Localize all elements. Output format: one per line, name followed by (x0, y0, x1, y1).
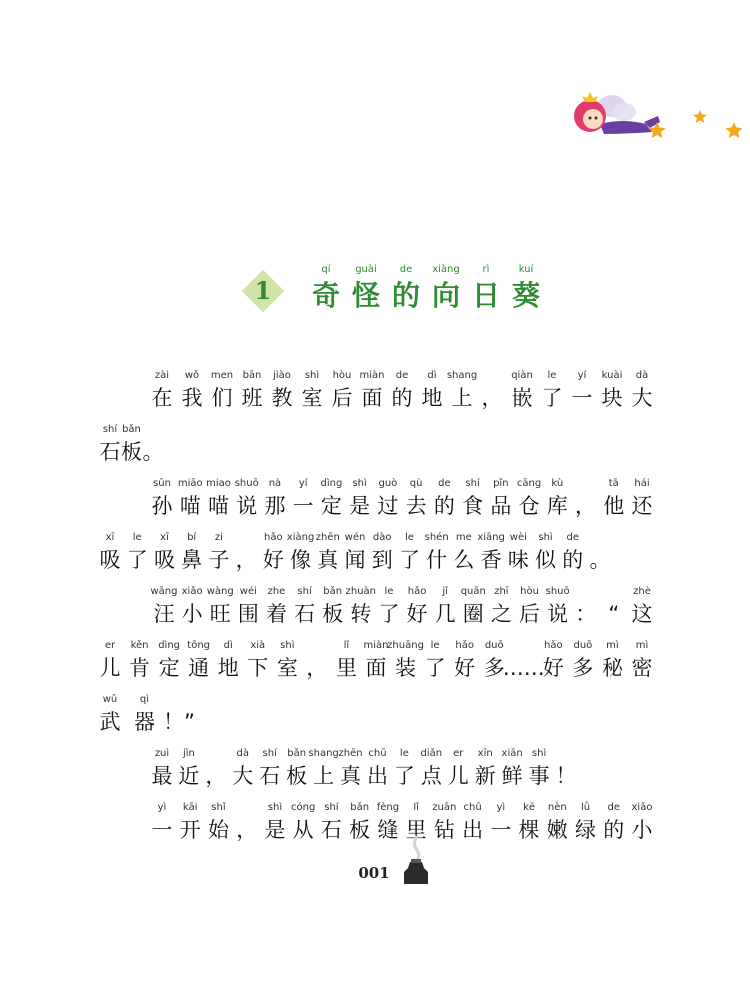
pinyin: quān (460, 586, 486, 597)
hanzi: 定 (158, 656, 180, 680)
text-line (0, 422, 750, 466)
hanzi: 石 (99, 440, 121, 464)
pinyin: xī (160, 532, 169, 543)
chapter-number-badge (244, 272, 282, 310)
pinyin: wǒ (184, 370, 200, 381)
hanzi: 好 (262, 548, 284, 572)
hanzi: 说 (236, 494, 258, 518)
title-hanzi: 奇 (311, 279, 340, 312)
pinyin: jìn (182, 748, 195, 759)
hanzi: 。 (142, 440, 164, 464)
pinyin: shuō (234, 478, 259, 489)
hanzi: 事 (528, 764, 550, 788)
pinyin: de (566, 532, 580, 543)
hanzi: 密 (631, 656, 653, 680)
pinyin: shí (324, 802, 339, 813)
hanzi: …… (502, 656, 545, 680)
hanzi: 像 (290, 548, 312, 572)
text-line (0, 800, 750, 844)
pinyin: lǜ (580, 802, 591, 813)
hanzi: 食 (462, 494, 484, 518)
pinyin: sūn (153, 478, 171, 489)
title-char (466, 262, 506, 314)
text-line (0, 476, 750, 520)
pinyin: le (430, 640, 440, 651)
pinyin: kuài (601, 370, 623, 381)
pinyin: hǎo (264, 532, 283, 543)
pinyin: le (399, 748, 409, 759)
pinyin: kē (523, 802, 536, 813)
pinyin: zi (214, 532, 223, 543)
title-hanzi: 葵 (511, 279, 540, 312)
char-with-pinyin (612, 638, 672, 682)
hanzi: ， (205, 764, 227, 788)
pinyin: tōng (187, 640, 211, 651)
pinyin: bǎn (122, 424, 141, 435)
pinyin: yì (496, 802, 506, 813)
hanzi: 肯 (129, 656, 151, 680)
pinyin: nèn (547, 802, 567, 813)
hanzi: 嵌 (511, 386, 533, 410)
pinyin: shén (424, 532, 449, 543)
pinyin: lǐ (413, 802, 419, 813)
fairy-illustration (560, 88, 750, 158)
hanzi: 板 (286, 764, 308, 788)
pinyin: duō (573, 640, 593, 651)
title-pinyin: de (399, 264, 413, 275)
hanzi: 通 (188, 656, 210, 680)
hanzi: 室 (301, 386, 323, 410)
hanzi: 转 (350, 602, 372, 626)
hanzi: 闻 (344, 548, 366, 572)
pinyin: zhēn (315, 532, 340, 543)
hanzi: 之 (490, 602, 512, 626)
pinyin: shí (102, 424, 118, 435)
hanzi: ， (236, 818, 258, 842)
hanzi: 多 (572, 656, 594, 680)
title-pinyin: rì (482, 264, 490, 275)
pinyin: xiàng (286, 532, 315, 543)
hanzi: 孙 (151, 494, 173, 518)
pinyin: zuān (432, 802, 457, 813)
pinyin: tā (608, 478, 619, 489)
hanzi: 班 (241, 386, 263, 410)
pinyin: miàn (359, 370, 385, 381)
punctuation (123, 422, 183, 466)
hanzi: 的 (433, 494, 455, 518)
hanzi: 里 (405, 818, 427, 842)
pinyin: zhī (494, 586, 509, 597)
pinyin: shì (352, 478, 367, 489)
char-with-pinyin (612, 800, 672, 844)
title-hanzi: 的 (391, 279, 420, 312)
pinyin: nà (268, 478, 282, 489)
pinyin: me (455, 532, 472, 543)
hanzi: ， (481, 386, 503, 410)
pinyin: qiàn (511, 370, 533, 381)
hanzi: 近 (178, 764, 200, 788)
hanzi: 教 (271, 386, 293, 410)
hanzi: 的 (391, 386, 413, 410)
hanzi: 喵 (179, 494, 201, 518)
pinyin: chū (368, 748, 387, 759)
pinyin: jiào (273, 370, 291, 381)
text-line (0, 530, 750, 574)
title-hanzi: 日 (471, 279, 500, 312)
hanzi: 几 (434, 602, 456, 626)
pinyin: miao (206, 478, 231, 489)
hanzi: 小 (181, 602, 203, 626)
hanzi: 新 (474, 764, 496, 788)
pinyin: cóng (291, 802, 316, 813)
pinyin: zhe (267, 586, 286, 597)
hanzi: 一 (571, 386, 593, 410)
pinyin: xī (105, 532, 115, 543)
pinyin: xiǎo (181, 586, 203, 597)
pinyin: men (210, 370, 234, 381)
hanzi: 大 (232, 764, 254, 788)
hanzi: 说 (547, 602, 569, 626)
hanzi: 了 (424, 656, 446, 680)
title-hanzi: 向 (431, 279, 460, 312)
fairy-wing (612, 103, 636, 121)
pinyin: mì (606, 640, 619, 651)
pinyin: shì (538, 532, 553, 543)
hanzi: 过 (377, 494, 399, 518)
hanzi: ！” (163, 710, 195, 734)
hanzi: 后 (331, 386, 353, 410)
hanzi: 一 (151, 818, 173, 842)
pinyin: shì (304, 370, 320, 381)
pinyin: xiān (501, 748, 523, 759)
title-char (506, 262, 546, 314)
pinyin: de (607, 802, 620, 813)
pinyin: duō (484, 640, 504, 651)
hanzi: 点 (420, 764, 442, 788)
hanzi: 什 (426, 548, 448, 572)
hanzi: ！ (555, 764, 577, 788)
hanzi: 了 (398, 548, 420, 572)
text-line (0, 368, 750, 412)
hanzi: 多 (483, 656, 505, 680)
pinyin: shang (446, 370, 478, 381)
pinyin: pǐn (493, 478, 509, 489)
hanzi: 绿 (575, 818, 597, 842)
hanzi: 是 (349, 494, 371, 518)
pinyin: guò (378, 478, 398, 489)
title-char (426, 262, 466, 314)
pinyin: hái (634, 478, 650, 489)
hanzi: 面 (361, 386, 383, 410)
hanzi: 上 (451, 386, 473, 410)
punctuation (570, 530, 630, 574)
pinyin: mì (635, 640, 649, 651)
pinyin: shang (308, 748, 339, 759)
pinyin: er (104, 640, 116, 651)
pinyin: kěn (130, 640, 149, 651)
pinyin: le (132, 532, 142, 543)
pinyin: dì (223, 640, 233, 651)
page-number: 001 (358, 864, 390, 882)
pinyin: dào (372, 532, 392, 543)
hanzi: 好 (454, 656, 476, 680)
pinyin: qì (139, 694, 150, 705)
chapter-number: 1 (254, 276, 272, 305)
hanzi: 库 (546, 494, 568, 518)
hanzi: 钻 (433, 818, 455, 842)
hanzi: 始 (207, 818, 229, 842)
pinyin: de (438, 478, 451, 489)
hanzi: 的 (562, 548, 584, 572)
pinyin: bān (242, 370, 262, 381)
pinyin: cāng (516, 478, 542, 489)
pinyin: zhuāng (387, 640, 424, 651)
pinyin: dì (427, 370, 437, 381)
pinyin: de (395, 370, 409, 381)
hanzi: 子 (208, 548, 230, 572)
pinyin: miàn (363, 640, 389, 651)
hanzi: 喵 (207, 494, 229, 518)
hanzi: 是 (264, 818, 286, 842)
ink-pot-icon (400, 832, 432, 888)
hanzi: 还 (631, 494, 653, 518)
hanzi: 们 (211, 386, 233, 410)
text-line (0, 638, 750, 682)
title-hanzi: 怪 (351, 279, 380, 312)
text-line (0, 692, 750, 736)
hanzi: 这 (631, 602, 653, 626)
pinyin: zài (154, 370, 170, 381)
pinyin: shí (297, 586, 312, 597)
hanzi: 里 (335, 656, 357, 680)
pinyin: dìng (320, 478, 343, 489)
pinyin: hǎo (407, 586, 427, 597)
hanzi: 他 (603, 494, 625, 518)
hanzi: 味 (507, 548, 529, 572)
hanzi: 似 (535, 548, 557, 572)
text-line (0, 584, 750, 628)
hanzi: 香 (480, 548, 502, 572)
pinyin: dà (236, 748, 250, 759)
pinyin: kāi (182, 802, 198, 813)
hanzi: 那 (264, 494, 286, 518)
fairy-body (600, 121, 652, 134)
pinyin: zhuàn (345, 586, 376, 597)
pinyin: miāo (177, 478, 203, 489)
pinyin: shí (262, 748, 277, 759)
pinyin: xīn (477, 748, 493, 759)
star-icon (693, 110, 707, 123)
hanzi: 圈 (462, 602, 484, 626)
pinyin: hòu (520, 586, 539, 597)
hanzi: 秘 (601, 656, 623, 680)
pinyin: dìng (158, 640, 181, 651)
pinyin: bǎn (350, 802, 370, 813)
pinyin: wèi (509, 532, 527, 543)
hanzi: 在 (151, 386, 173, 410)
hanzi: 石 (259, 764, 281, 788)
hanzi: 好 (542, 656, 564, 680)
hanzi: 开 (179, 818, 201, 842)
star-icon (726, 122, 743, 138)
hanzi: 后 (519, 602, 541, 626)
pinyin: lǐ (343, 640, 350, 651)
hanzi: 从 (292, 818, 314, 842)
hanzi: 石 (294, 602, 316, 626)
pinyin: chū (463, 802, 482, 813)
hanzi: 出 (366, 764, 388, 788)
hanzi: 上 (313, 764, 335, 788)
title-char (306, 262, 346, 314)
hanzi: 真 (317, 548, 339, 572)
hanzi: 嫩 (546, 818, 568, 842)
punctuation (149, 692, 209, 736)
hanzi: 石 (320, 818, 342, 842)
pinyin: shǐ (211, 802, 226, 813)
fairy-crown-icon (582, 92, 598, 102)
pinyin: dà (635, 370, 649, 381)
char-with-pinyin (612, 584, 672, 628)
pinyin: bǎn (287, 748, 307, 759)
hanzi: 儿 (99, 656, 121, 680)
hanzi: 器 (134, 710, 155, 734)
hanzi: 真 (340, 764, 362, 788)
pinyin: diǎn (420, 748, 443, 759)
hanzi: 的 (603, 818, 625, 842)
title-pinyin: guài (355, 264, 377, 275)
hanzi: 去 (405, 494, 427, 518)
hanzi: 么 (453, 548, 475, 572)
hanzi: 了 (393, 764, 415, 788)
hanzi: 块 (601, 386, 623, 410)
pinyin: yì (157, 802, 167, 813)
hanzi: 到 (371, 548, 393, 572)
hanzi: ， (235, 548, 257, 572)
pinyin: kù (551, 478, 564, 489)
pinyin: le (404, 532, 414, 543)
hanzi: 下 (247, 656, 269, 680)
hanzi: 儿 (447, 764, 469, 788)
hanzi: 小 (631, 818, 653, 842)
pinyin: le (547, 370, 557, 381)
pinyin: yí (298, 478, 308, 489)
hanzi: 汪 (153, 602, 175, 626)
pinyin: zuì (154, 748, 170, 759)
hanzi: 大 (631, 386, 653, 410)
pinyin: hǎo (544, 640, 563, 651)
punctuation (536, 746, 596, 790)
hanzi: 棵 (518, 818, 540, 842)
pinyin: zhēn (338, 748, 363, 759)
pinyin: hòu (332, 370, 352, 381)
hanzi: 着 (265, 602, 287, 626)
pinyin: wǔ (102, 694, 118, 705)
pinyin: wàng (206, 586, 234, 597)
title-pinyin: kuí (518, 264, 534, 275)
hanzi: ， (575, 494, 597, 518)
hanzi: 我 (181, 386, 203, 410)
hanzi: 最 (151, 764, 173, 788)
hanzi: 仓 (518, 494, 540, 518)
pinyin: shuō (545, 586, 570, 597)
hanzi: 一 (490, 818, 512, 842)
hanzi: 品 (490, 494, 512, 518)
hanzi: 了 (126, 548, 148, 572)
pinyin: qù (409, 478, 423, 489)
hanzi: 面 (365, 656, 387, 680)
hanzi: 吸 (99, 548, 121, 572)
pinyin: wāng (150, 586, 178, 597)
hanzi: 板 (121, 440, 142, 464)
hanzi: 室 (276, 656, 298, 680)
pinyin: fèng (376, 802, 400, 813)
pinyin: jǐ (442, 586, 448, 597)
title-char (346, 262, 386, 314)
hanzi: 一 (292, 494, 314, 518)
char-with-pinyin (612, 368, 672, 412)
hanzi: 出 (462, 818, 484, 842)
fairy-face (583, 109, 603, 129)
hanzi: 鲜 (501, 764, 523, 788)
title-char (386, 262, 426, 314)
hanzi: 地 (217, 656, 239, 680)
pinyin: bǎn (323, 586, 343, 597)
hanzi: 鼻 (181, 548, 203, 572)
pinyin: shì (280, 640, 295, 651)
hanzi: 地 (421, 386, 443, 410)
hanzi: 旺 (209, 602, 231, 626)
hanzi: 了 (541, 386, 563, 410)
hanzi: 装 (395, 656, 417, 680)
hanzi: “ (608, 602, 620, 626)
hanzi: ， (306, 656, 328, 680)
pinyin: er (453, 748, 464, 759)
pinyin: wéi (239, 586, 257, 597)
hanzi: 武 (99, 710, 121, 734)
char-with-pinyin (612, 476, 672, 520)
pinyin: shì (267, 802, 283, 813)
pinyin: xià (250, 640, 266, 651)
pinyin: hǎo (455, 640, 474, 651)
text-line (0, 746, 750, 790)
hanzi: 缝 (377, 818, 399, 842)
hanzi: 吸 (153, 548, 175, 572)
pinyin: xiāng (477, 532, 505, 543)
pinyin: bí (187, 532, 197, 543)
pinyin: yí (577, 370, 587, 381)
pinyin: xiǎo (631, 802, 653, 813)
hanzi: 好 (406, 602, 428, 626)
pinyin: le (384, 586, 394, 597)
hanzi: 围 (237, 602, 259, 626)
pinyin: zhè (633, 586, 651, 597)
title-pinyin: xiàng (432, 264, 460, 275)
hanzi: 板 (322, 602, 344, 626)
chapter-title (306, 262, 546, 314)
hanzi: ： (575, 602, 597, 626)
pinyin: shí (465, 478, 480, 489)
hanzi: 了 (378, 602, 400, 626)
pinyin: wén (344, 532, 366, 543)
pinyin: shì (531, 748, 547, 759)
title-pinyin: qí (321, 264, 331, 275)
hanzi: 定 (320, 494, 342, 518)
hanzi: 板 (349, 818, 371, 842)
hanzi: 。 (589, 548, 611, 572)
